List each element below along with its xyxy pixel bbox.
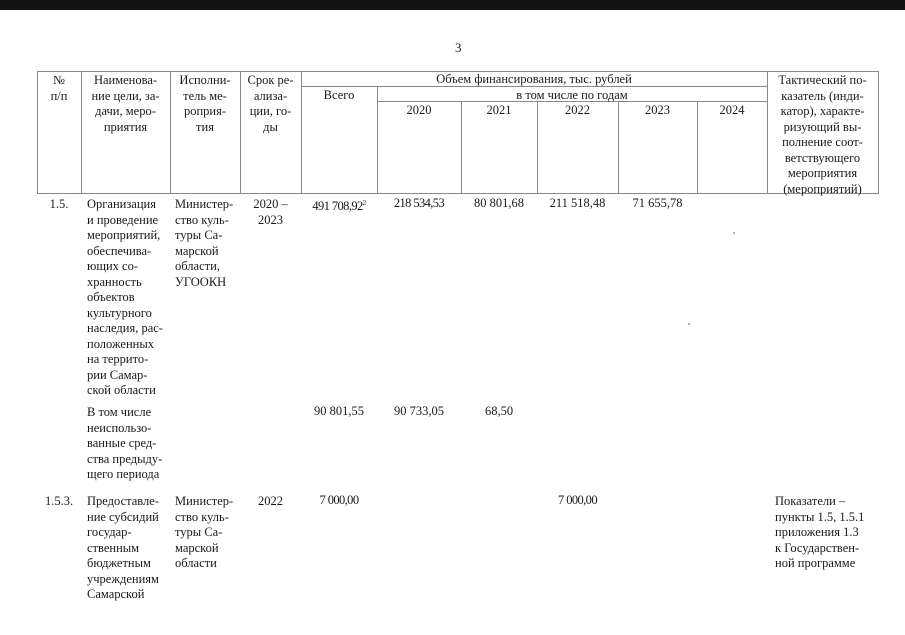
row-name: В том числе неиспользо- ванные сред- ства предыду- щего периода — [87, 405, 163, 481]
header-year-2020: 2020 — [406, 103, 432, 117]
row-name: Организация и проведение мероприятий, обеспечива- ющих со- хранность объектов культурного наследия, рас- положенных на террито- рии Самар- ской области — [87, 197, 163, 397]
header-total: Всего — [323, 88, 355, 102]
row-total: 7 000,00 — [319, 493, 359, 507]
scan-top-edge — [0, 0, 905, 10]
row-2020: 90 733,05 — [394, 404, 444, 418]
row-term: 2020 – 2023 — [253, 197, 288, 227]
header-funding: Объем финансирования, тыс. рублей — [436, 72, 632, 86]
row-2021: 68,50 — [484, 404, 514, 418]
row-num: 1.5.3. — [44, 494, 74, 508]
header-term: Срок ре- ализа- ции, го- ды — [247, 73, 294, 134]
footnote-mark: 2 — [362, 199, 366, 207]
row-2020: 218 534,53 — [393, 196, 445, 210]
scan-speck — [688, 323, 690, 325]
page-number: 3 — [455, 40, 462, 55]
row-2023: 71 655,78 — [632, 196, 683, 210]
header-by-years: в том числе по годам — [516, 88, 628, 102]
row-executor: Министер- ство куль- туры Са- марской области, УГООКН — [175, 197, 234, 289]
header-indicator: Тактический по- казатель (инди- катор), характе- ризующий вы- полнение соот- ветствующего мероприятия (мероприятий) — [778, 73, 867, 196]
row-term: 2022 — [258, 494, 283, 508]
header-year-2022: 2022 — [565, 103, 590, 117]
row-name: Предоставле- ние субсидий государ- ственным бюджетным учреждениям Самарской — [87, 494, 159, 601]
scan-speck — [733, 232, 735, 234]
row-total: 491 708,92$^2$ — [312, 199, 366, 213]
header-year-2021: 2021 — [486, 103, 512, 117]
header-year-2024: 2024 — [719, 103, 745, 117]
header-num: № п/п — [50, 73, 68, 103]
header-executor: Исполни- тель ме- роприя- тия — [179, 73, 231, 134]
row-executor: Министер- ство куль- туры Са- марской области — [175, 494, 234, 570]
row-2022: 7 000,00 — [558, 493, 597, 507]
row-2021: 80 801,68 — [474, 196, 524, 210]
header-year-2023: 2023 — [645, 103, 670, 117]
row-total: 90 801,55 — [314, 404, 364, 418]
row-indicator: Показатели – пункты 1.5, 1.5.1 приложения 1.3 к Государствен- ной программе — [775, 494, 865, 570]
row-2022: 211 518,48 — [549, 196, 606, 210]
row-num: 1.5. — [49, 197, 69, 211]
header-name: Наименова- ние цели, за- дачи, меро- приятия — [91, 73, 160, 134]
